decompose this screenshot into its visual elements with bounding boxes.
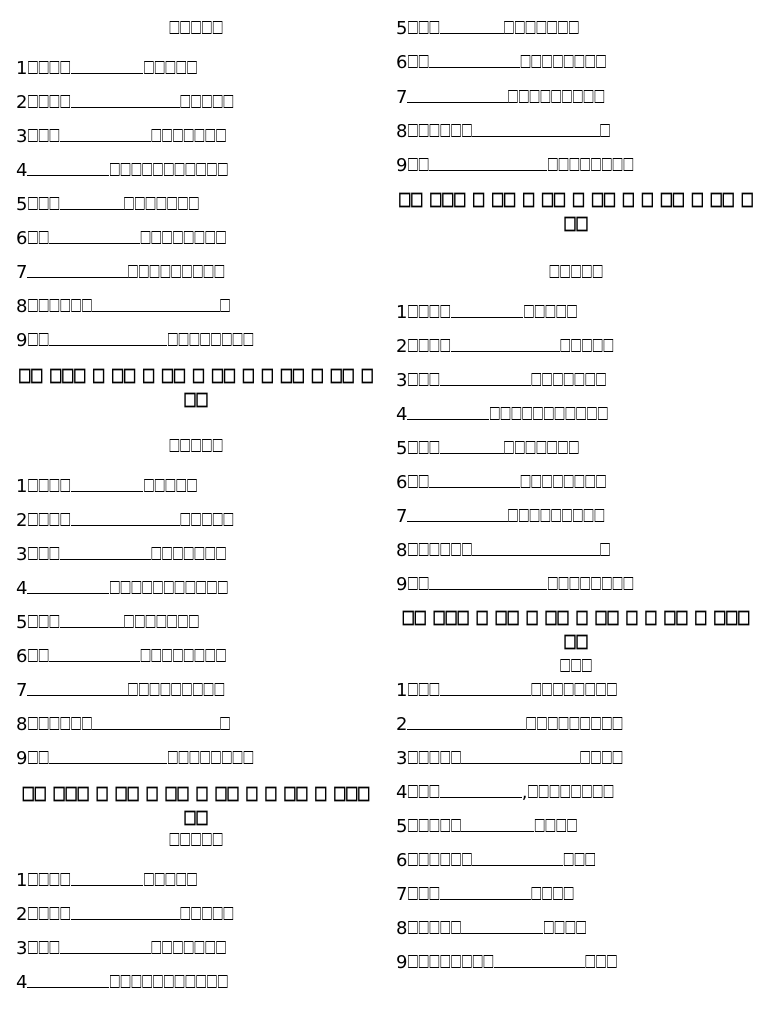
answer-blank[interactable] [440,678,531,696]
fill-in-line: 9⎕⎕ ⎕⎕⎕⎕⎕⎕⎕⎕ [16,330,254,351]
section-banner: ⎕⎕ ⎕⎕⎕ ⎕ ⎕⎕ ⎕ ⎕⎕ ⎕ ⎕⎕ ⎕ ⎕ ⎕⎕ ⎕ ⎕⎕ ⎕ ⎕⎕ [18,364,374,412]
fill-in-line: 2⎕⎕⎕⎕ ⎕⎕⎕⎕⎕ [16,92,234,113]
fill-in-line: 4 ⎕⎕⎕⎕⎕⎕⎕⎕⎕⎕⎕ [16,972,229,993]
fill-in-line: 5⎕⎕⎕ ⎕⎕⎕⎕⎕⎕⎕ [396,18,580,39]
answer-blank[interactable] [71,902,180,920]
answer-blank[interactable] [440,436,504,454]
section-title: ⎕⎕⎕⎕⎕ [169,18,223,39]
fill-in-line: 4 ⎕⎕⎕⎕⎕⎕⎕⎕⎕⎕⎕ [396,404,609,425]
fill-in-line: 2⎕⎕⎕⎕ ⎕⎕⎕⎕⎕ [16,510,234,531]
fill-in-line: 3⎕⎕⎕ ⎕⎕⎕⎕⎕⎕⎕ [16,126,227,147]
section-title: ⎕⎕⎕⎕⎕ [549,262,603,283]
answer-blank[interactable] [71,90,180,108]
fill-in-line: 3⎕⎕⎕⎕⎕ ⎕⎕⎕⎕ [396,748,623,769]
answer-blank[interactable] [71,508,180,526]
answer-blank[interactable] [429,50,520,68]
section-title: ⎕⎕⎕ [559,656,593,677]
answer-blank[interactable] [407,504,507,522]
fill-in-line: 9⎕⎕ ⎕⎕⎕⎕⎕⎕⎕⎕ [396,574,634,595]
answer-blank[interactable] [461,814,534,832]
fill-in-line: 8⎕⎕⎕⎕⎕⎕ ⎕ [16,296,231,317]
fill-in-line: 6⎕⎕ ⎕⎕⎕⎕⎕⎕⎕⎕ [396,472,607,493]
answer-blank[interactable] [60,936,151,954]
fill-in-line: 8⎕⎕⎕⎕⎕⎕ ⎕ [16,714,231,735]
fill-in-line: 2⎕⎕⎕⎕ ⎕⎕⎕⎕⎕ [16,904,234,925]
fill-in-line: 7 ⎕⎕⎕⎕⎕⎕⎕⎕⎕ [16,262,225,283]
answer-blank[interactable] [461,916,543,934]
fill-in-line: 1⎕⎕⎕⎕ ⎕⎕⎕⎕⎕ [396,302,578,323]
fill-in-line: 6⎕⎕ ⎕⎕⎕⎕⎕⎕⎕⎕ [16,228,227,249]
answer-blank[interactable] [472,119,599,137]
fill-in-line: 7 ⎕⎕⎕⎕⎕⎕⎕⎕⎕ [396,87,605,108]
fill-in-line: 4⎕⎕⎕ ,⎕⎕⎕⎕⎕⎕⎕⎕ [396,782,614,803]
fill-in-line: 2 ⎕⎕⎕⎕⎕⎕⎕⎕⎕ [396,714,623,735]
answer-blank[interactable] [71,56,144,74]
fill-in-line: 9⎕⎕ ⎕⎕⎕⎕⎕⎕⎕⎕ [16,748,254,769]
fill-in-line: 1⎕⎕⎕⎕ ⎕⎕⎕⎕⎕ [16,870,198,891]
fill-in-line: 3⎕⎕⎕ ⎕⎕⎕⎕⎕⎕⎕ [16,544,227,565]
fill-in-line: 9⎕⎕ ⎕⎕⎕⎕⎕⎕⎕⎕ [396,155,634,176]
answer-blank[interactable] [27,158,109,176]
answer-blank[interactable] [27,678,127,696]
answer-blank[interactable] [472,538,599,556]
answer-blank[interactable] [71,474,144,492]
answer-blank[interactable] [49,226,140,244]
answer-blank[interactable] [49,328,167,346]
fill-in-line: 2⎕⎕⎕⎕ ⎕⎕⎕⎕⎕ [396,336,614,357]
fill-in-line: 6⎕⎕⎕⎕⎕⎕ ⎕⎕⎕ [396,850,596,871]
answer-blank[interactable] [494,950,585,968]
answer-blank[interactable] [451,300,524,318]
answer-blank[interactable] [71,868,144,886]
fill-in-line: 1⎕⎕⎕⎕ ⎕⎕⎕⎕⎕ [16,58,198,79]
fill-in-line: 5⎕⎕⎕ ⎕⎕⎕⎕⎕⎕⎕ [396,438,580,459]
fill-in-line: 6⎕⎕ ⎕⎕⎕⎕⎕⎕⎕⎕ [396,52,607,73]
answer-blank[interactable] [472,848,563,866]
fill-in-line: 4 ⎕⎕⎕⎕⎕⎕⎕⎕⎕⎕⎕ [16,578,229,599]
answer-blank[interactable] [60,610,124,628]
section-banner: ⎕⎕ ⎕⎕⎕ ⎕ ⎕⎕ ⎕ ⎕⎕ ⎕ ⎕⎕ ⎕ ⎕ ⎕⎕ ⎕ ⎕⎕ ⎕ ⎕⎕ [398,188,754,236]
section-title: ⎕⎕⎕⎕⎕ [169,436,223,457]
answer-blank[interactable] [27,260,127,278]
answer-blank[interactable] [92,294,219,312]
answer-blank[interactable] [49,746,167,764]
fill-in-line: 8⎕⎕⎕⎕⎕ ⎕⎕⎕⎕ [396,918,587,939]
answer-blank[interactable] [440,882,531,900]
answer-blank[interactable] [27,576,109,594]
answer-blank[interactable] [92,712,219,730]
fill-in-line: 5⎕⎕⎕⎕⎕ ⎕⎕⎕⎕ [396,816,578,837]
answer-blank[interactable] [407,85,507,103]
fill-in-line: 3⎕⎕⎕ ⎕⎕⎕⎕⎕⎕⎕ [16,938,227,959]
fill-in-line: 3⎕⎕⎕ ⎕⎕⎕⎕⎕⎕⎕ [396,370,607,391]
answer-blank[interactable] [60,192,124,210]
answer-blank[interactable] [429,572,547,590]
fill-in-line: 8⎕⎕⎕⎕⎕⎕ ⎕ [396,121,611,142]
fill-in-line: 8⎕⎕⎕⎕⎕⎕ ⎕ [396,540,611,561]
fill-in-line: 4 ⎕⎕⎕⎕⎕⎕⎕⎕⎕⎕⎕ [16,160,229,181]
answer-blank[interactable] [60,542,151,560]
answer-blank[interactable] [27,970,109,988]
answer-blank[interactable] [60,124,151,142]
section-title: ⎕⎕⎕⎕⎕ [169,830,223,851]
section-banner: ⎕⎕ ⎕⎕⎕ ⎕ ⎕⎕ ⎕ ⎕⎕ ⎕ ⎕⎕ ⎕ ⎕ ⎕⎕ ⎕ ⎕⎕⎕ ⎕⎕ [22,782,370,830]
fill-in-line: 1⎕⎕⎕ ⎕⎕⎕⎕⎕⎕⎕⎕ [396,680,618,701]
fill-in-line: 7 ⎕⎕⎕⎕⎕⎕⎕⎕⎕ [396,506,605,527]
answer-blank[interactable] [440,368,531,386]
section-banner: ⎕⎕ ⎕⎕⎕ ⎕ ⎕⎕ ⎕ ⎕⎕ ⎕ ⎕⎕ ⎕ ⎕ ⎕⎕ ⎕ ⎕⎕⎕ ⎕⎕ [402,606,750,654]
answer-blank[interactable] [49,644,140,662]
answer-blank[interactable] [451,334,560,352]
answer-blank[interactable] [407,402,489,420]
fill-in-line: 7⎕⎕⎕ ⎕⎕⎕⎕ [396,884,575,905]
fill-in-line: 9⎕⎕⎕⎕⎕⎕⎕⎕ ⎕⎕⎕ [396,952,618,973]
fill-in-line: 7 ⎕⎕⎕⎕⎕⎕⎕⎕⎕ [16,680,225,701]
answer-blank[interactable] [461,746,579,764]
fill-in-line: 5⎕⎕⎕ ⎕⎕⎕⎕⎕⎕⎕ [16,194,200,215]
answer-blank[interactable] [429,153,547,171]
answer-blank[interactable] [407,712,525,730]
answer-blank[interactable] [440,780,522,798]
fill-in-line: 5⎕⎕⎕ ⎕⎕⎕⎕⎕⎕⎕ [16,612,200,633]
answer-blank[interactable] [429,470,520,488]
answer-blank[interactable] [440,16,504,34]
fill-in-line: 1⎕⎕⎕⎕ ⎕⎕⎕⎕⎕ [16,476,198,497]
fill-in-line: 6⎕⎕ ⎕⎕⎕⎕⎕⎕⎕⎕ [16,646,227,667]
